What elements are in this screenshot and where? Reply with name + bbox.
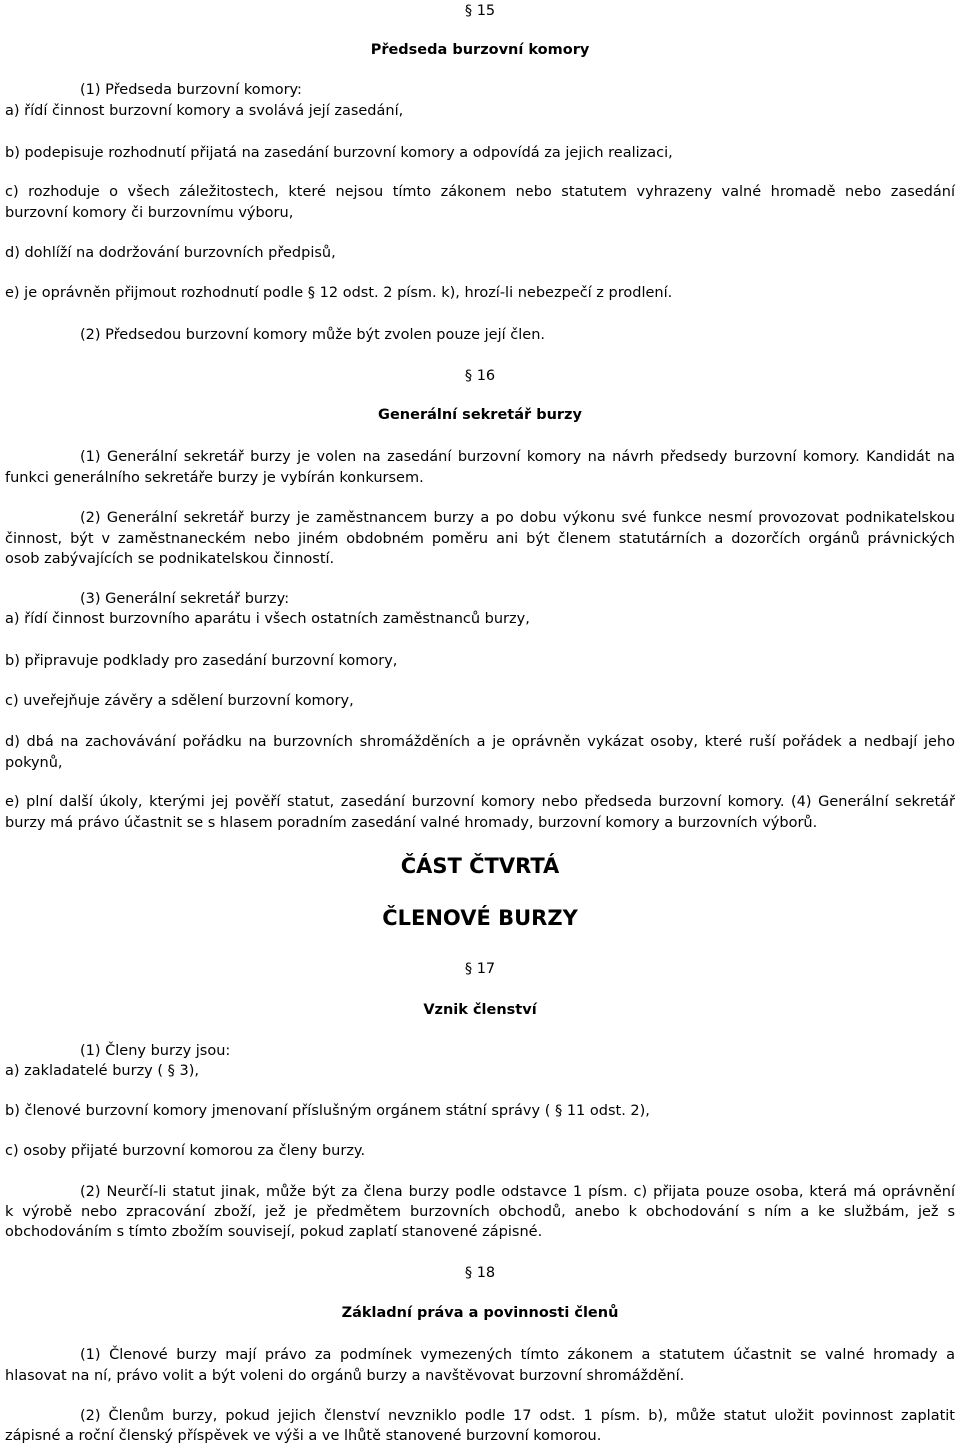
paragraph: (2) Předsedou burzovní komory může být zvolen pouze její člen. — [80, 327, 545, 343]
section-reference-symbol: § — [307, 285, 316, 301]
paragraph-line: obchodováním s tímto zbožím souvisejí, pokud zaplatí stanovené zápisné. — [5, 1224, 543, 1240]
list-item: c) uveřejňuje závěry a sdělení burzovní komory, — [5, 693, 354, 709]
list-item: a) řídí činnost burzovního aparátu i všech ostatních zaměstnanců burzy, — [5, 611, 530, 627]
section-symbol: § — [464, 1265, 473, 1281]
paragraph: (1) Členy burzy jsou: — [80, 1043, 231, 1059]
paragraph-line: (2) Členům burzy, pokud jejich členství nevzniklo podle 17 odst. 1 písm. b), může statut uložit povinnost zaplatit — [80, 1408, 955, 1424]
part-title: ČLENOVÉ BURZY — [382, 906, 578, 930]
paragraph-line: (1) Generální sekretář burzy je volen na zasedání burzovní komory na návrh předsedy burzovní komory. Kandidát na — [80, 449, 955, 465]
section-16-heading — [0, 366, 960, 386]
section-18-title: Základní práva a povinnosti členů — [341, 1305, 619, 1321]
list-item: e) plní další úkoly, kterými jej pověří statut, zasedání burzovní komory nebo předseda burzovní komory. (4) Generální sekretář — [5, 794, 955, 810]
section-number: 16 — [476, 368, 496, 384]
paragraph-line: (2) Neurčí-li statut jinak, může být za člena burzy podle odstavce 1 písm. c) přijata pouze osoba, která má oprávnění — [80, 1184, 955, 1200]
section-17-heading — [0, 959, 960, 979]
list-item: d) dohlíží na dodržování burzovních předpisů, — [5, 245, 336, 261]
paragraph-line: hlasovat na ní, právo volit a být voleni do orgánů burzy a navštěvovat burzovní shromáždění. — [5, 1368, 685, 1384]
section-number: 18 — [476, 1265, 496, 1281]
section-number: 17 — [476, 961, 496, 977]
part-label: ČÁST ČTVRTÁ — [400, 854, 560, 878]
paragraph-line: k výrobě nebo zpracování zboží, jež je předmětem burzovních obchodů, anebo k obchodování s ním a ke službám, jež s — [5, 1204, 955, 1220]
list-item: burzovní komory či burzovnímu výboru, — [5, 205, 294, 221]
section-symbol: § — [464, 3, 473, 19]
paragraph: (1) Předseda burzovní komory: — [80, 82, 302, 98]
section-symbol: § — [464, 961, 473, 977]
list-item: a) zakladatelé burzy ( § 3), — [5, 1063, 199, 1079]
paragraph-line: osob zabývajících se podnikatelskou činností. — [5, 551, 335, 567]
paragraph: (3) Generální sekretář burzy: — [80, 591, 290, 607]
section-17-title: Vznik členství — [423, 1002, 537, 1018]
section-number: 15 — [476, 3, 496, 19]
list-item: a) řídí činnost burzovní komory a svolává její zasedání, — [5, 103, 404, 119]
section-symbol: § — [464, 368, 473, 384]
section-15-heading — [0, 1, 960, 21]
paragraph-line: funkci generálního sekretáře burzy je vybírán konkursem. — [5, 470, 424, 486]
list-item: b) podepisuje rozhodnutí přijatá na zasedání burzovní komory a odpovídá za jejich realizaci, — [5, 145, 673, 161]
section-16-title: Generální sekretář burzy — [378, 407, 582, 423]
list-item: b) členové burzovní komory jmenovaní příslušným orgánem státní správy ( § 11 odst. 2), — [5, 1103, 650, 1119]
paragraph-line: činnost, být v zaměstnaneckém nebo jiném obdobném poměru ani být členem statutárních a dozorčích orgánů právnických — [5, 531, 955, 547]
list-item: burzy má právo účastnit se s hlasem poradním zasedání valné hromady, burzovní komory a burzovních výborů. — [5, 815, 818, 831]
section-reference-symbol: § — [554, 1103, 563, 1119]
section-18-heading — [0, 1263, 960, 1283]
list-item: e) je oprávněn přijmout rozhodnutí podle § 12 odst. 2 písm. k), hrozí-li nebezpečí z prodlení. — [5, 285, 673, 301]
list-item: d) dbá na zachovávání pořádku na burzovních shromážděních a je oprávněn vykázat osoby, které ruší pořádek a nedbají jeho — [5, 734, 955, 750]
list-item: b) připravuje podklady pro zasedání burzovní komory, — [5, 653, 398, 669]
section-15-title: Předseda burzovní komory — [370, 42, 590, 58]
paragraph-line: (2) Generální sekretář burzy je zaměstnancem burzy a po dobu výkonu své funkce nesmí provozovat podnikatelskou — [80, 510, 955, 526]
section-reference-symbol: § — [167, 1063, 175, 1079]
list-item: pokynů, — [5, 755, 63, 771]
paragraph-line: zápisné a roční členský příspěvek ve výši a ve lhůtě stanovené burzovní komorou. — [5, 1428, 602, 1444]
paragraph-line: (1) Členové burzy mají právo za podmínek vymezených tímto zákonem a statutem účastnit se valné hromady a — [80, 1347, 955, 1363]
list-item: c) osoby přijaté burzovní komorou za členy burzy. — [5, 1143, 366, 1159]
list-item: c) rozhoduje o všech záležitostech, které nejsou tímto zákonem nebo statutem vyhrazeny valné hromadě nebo zasedání — [5, 184, 955, 200]
